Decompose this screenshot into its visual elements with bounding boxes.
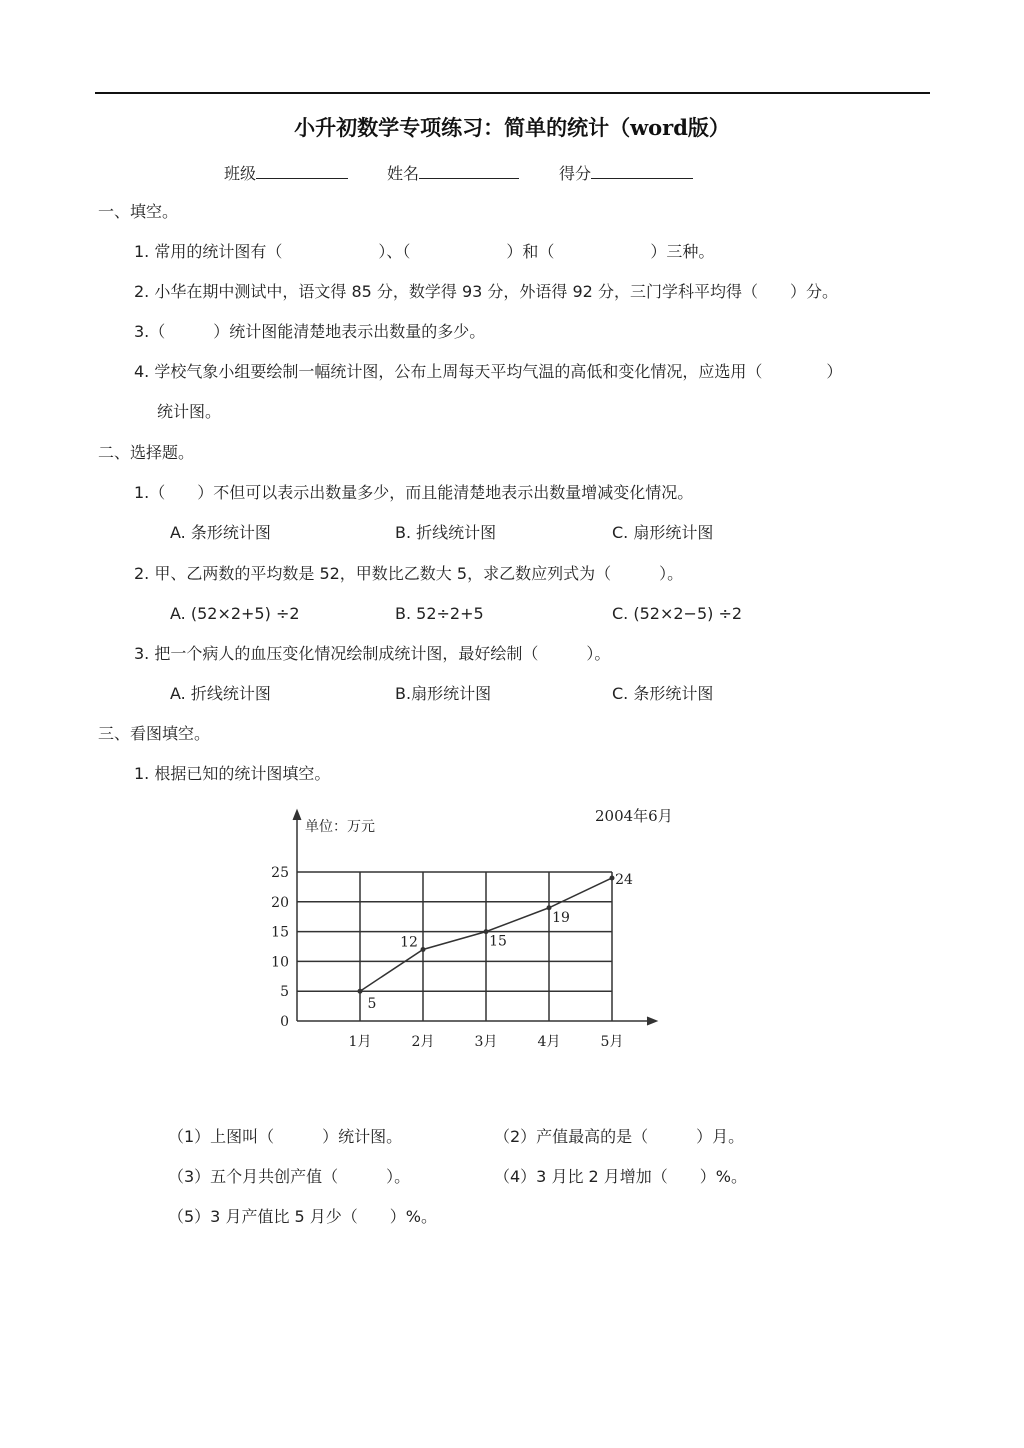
line-chart xyxy=(262,800,682,1060)
name-blank[interactable] xyxy=(419,162,519,179)
section3-sub5: （5）3 月产值比 5 月少（ ）%。 xyxy=(168,1207,438,1226)
section2-q1: 1.（ ）不但可以表示出数量多少，而且能清楚地表示出数量增减变化情况。 xyxy=(134,483,694,502)
section1-q4: 4. 学校气象小组要绘制一幅统计图，公布上周每天平均气温的高低和变化情况，应选用（ ） xyxy=(134,362,843,381)
data-label: 24 xyxy=(615,871,633,888)
name-field xyxy=(387,161,519,184)
x-tick-label: 2月 xyxy=(411,1034,435,1050)
y-axis-label: 单位：万元 xyxy=(305,819,375,835)
section2-q2-option-a: A. (52×2+5) ÷2 xyxy=(170,604,300,623)
y-tick-label: 0 xyxy=(280,1014,289,1030)
class-field xyxy=(224,161,348,184)
top-rule xyxy=(95,92,930,94)
data-point xyxy=(610,875,615,880)
name-label: 姓名 xyxy=(387,164,420,183)
section3-heading: 三、看图填空。 xyxy=(98,724,211,743)
section1-heading: 一、填空。 xyxy=(98,202,179,221)
y-tick-label: 20 xyxy=(271,894,289,911)
data-point xyxy=(484,929,489,934)
y-axis-arrow xyxy=(293,810,301,820)
y-tick-label: 25 xyxy=(271,865,289,881)
score-blank[interactable] xyxy=(591,162,693,179)
section3-sub3: （3）五个月共创产值（ ）。 xyxy=(168,1167,411,1186)
data-point xyxy=(421,947,426,952)
section1-q1: 1. 常用的统计图有（ ）、（ ）和（ ）三种。 xyxy=(134,242,715,261)
section2-q3-option-a: A. 折线统计图 xyxy=(170,684,271,703)
section1-q4-cont: 统计图。 xyxy=(157,402,222,421)
x-tick-label: 3月 xyxy=(474,1034,498,1050)
section2-q2-option-c: C. (52×2−5) ÷2 xyxy=(612,604,743,623)
section3-sub2: （2）产值最高的是（ ）月。 xyxy=(494,1127,745,1146)
x-tick-label: 5月 xyxy=(600,1034,624,1050)
section2-q3-option-b: B.扇形统计图 xyxy=(395,684,492,703)
section2-q1-option-a: A. 条形统计图 xyxy=(170,523,271,542)
section3-sub1: （1）上图叫（ ）统计图。 xyxy=(168,1127,403,1146)
data-label: 12 xyxy=(400,934,418,951)
section3-sub4: （4）3 月比 2 月增加（ ）%。 xyxy=(494,1167,748,1186)
section2-heading: 二、选择题。 xyxy=(98,443,195,462)
score-label: 得分 xyxy=(559,164,592,183)
x-tick-label: 4月 xyxy=(537,1034,561,1050)
class-label: 班级 xyxy=(224,164,257,183)
data-label: 15 xyxy=(489,933,507,950)
section2-q2-option-b: B. 52÷2+5 xyxy=(395,604,484,623)
data-label: 5 xyxy=(367,996,377,1013)
data-point xyxy=(547,905,552,910)
page-title: 小升初数学专项练习：简单的统计（word版） xyxy=(294,115,730,140)
section1-q2: 2. 小华在期中测试中，语文得 85 分，数学得 93 分，外语得 92 分，三门学科平均得（ ）分。 xyxy=(134,282,838,301)
section2-q3-option-c: C. 条形统计图 xyxy=(612,684,714,703)
class-blank[interactable] xyxy=(256,162,348,179)
section2-q1-option-c: C. 扇形统计图 xyxy=(612,523,714,542)
section3-q1: 1. 根据已知的统计图填空。 xyxy=(134,764,331,783)
section2-q1-option-b: B. 折线统计图 xyxy=(395,523,497,542)
data-label: 19 xyxy=(552,909,570,926)
data-point xyxy=(358,989,363,994)
section2-q3: 3. 把一个病人的血压变化情况绘制成统计图，最好绘制（ ）。 xyxy=(134,644,611,663)
chart-title: 2004年6月 xyxy=(595,807,673,825)
section2-q2: 2. 甲、乙两数的平均数是 52，甲数比乙数大 5，求乙数应列式为（ ）。 xyxy=(134,564,684,583)
y-tick-label: 5 xyxy=(280,984,289,1001)
x-tick-label: 1月 xyxy=(348,1034,372,1050)
y-tick-label: 10 xyxy=(271,954,289,971)
x-axis-arrow xyxy=(647,1017,657,1025)
score-field xyxy=(559,161,693,184)
section1-q3: 3.（ ）统计图能清楚地表示出数量的多少。 xyxy=(134,322,486,341)
y-tick-label: 15 xyxy=(271,924,289,941)
